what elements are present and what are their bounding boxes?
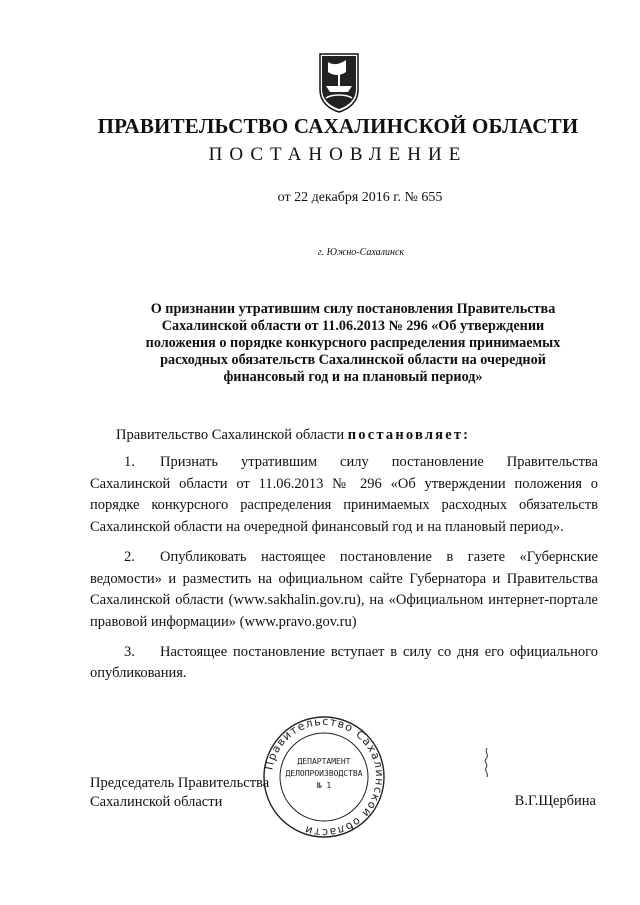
signer-position [90,774,269,812]
handwritten-signature [478,746,494,780]
seal-center-line: ДЕПАРТАМЕНТ [297,757,351,766]
decree-item [90,452,598,539]
document-place: г. Южно-Сахалинск [317,247,405,258]
document-subject [110,301,596,386]
signer-name: В.Г.Щербина [514,793,596,809]
subject-line: положения о порядке конкурсного распределения принимаемых [145,335,561,351]
document-type: ПОСТАНОВЛЕНИЕ [208,144,468,165]
seal-center-line: № 1 [316,781,332,790]
subject-line: расходных обязательств Сахалинской области на очередной [160,352,546,368]
seal-center-line: ДЕЛОПРОИЗВОДСТВА [285,769,363,778]
decree-item [90,642,598,685]
decree-item [90,547,598,634]
signer-position-line: Председатель Правительства [90,775,270,791]
preamble [116,427,470,444]
item-number: 2. [124,548,135,565]
government-title: ПРАВИТЕЛЬСТВО САХАЛИНСКОЙ ОБЛАСТИ [97,114,579,138]
item-text: Признать утратившим силу постановление Правительства Сахалинской области от 11.06.2013 № 296 «Об утверждении положения о порядке конкурсного распределения принимаемых расходных обязательств Сахалинской области на очередной финансовый год и на плановый период». [90,454,598,536]
item-text: Настоящее постановление вступает в силу со дня его официального опубликования. [90,643,598,682]
subject-line: финансовый год и на плановый период» [223,369,483,385]
subject-line: О признании утратившим силу постановления Правительства [150,301,556,317]
seal-ring-text: Правительство Сахалинской области [262,714,387,840]
preamble-emphasis: постановляет: [347,427,471,443]
item-text: Опубликовать настоящее постановление в газете «Губернские ведомости» и разместить на официальном сайте Губернатора и Правительства Сахалинской области (www.sakhalin.gov.ru), на «Официальном интернет-портале правовой информации» (www.pravo.gov.ru) [90,548,598,630]
signer-position-line: Сахалинской области [90,794,223,810]
official-seal [258,714,390,840]
item-number: 3. [124,643,135,660]
decree-items [90,452,598,693]
item-number: 1. [124,454,135,470]
document-date-number: от 22 декабря 2016 г. № 655 [277,190,443,205]
subject-line: Сахалинской области от 11.06.2013 № 296 «Об утверждении [161,318,545,334]
coat-of-arms-icon [316,52,362,114]
preamble-text: Правительство Сахалинской области [116,427,348,443]
